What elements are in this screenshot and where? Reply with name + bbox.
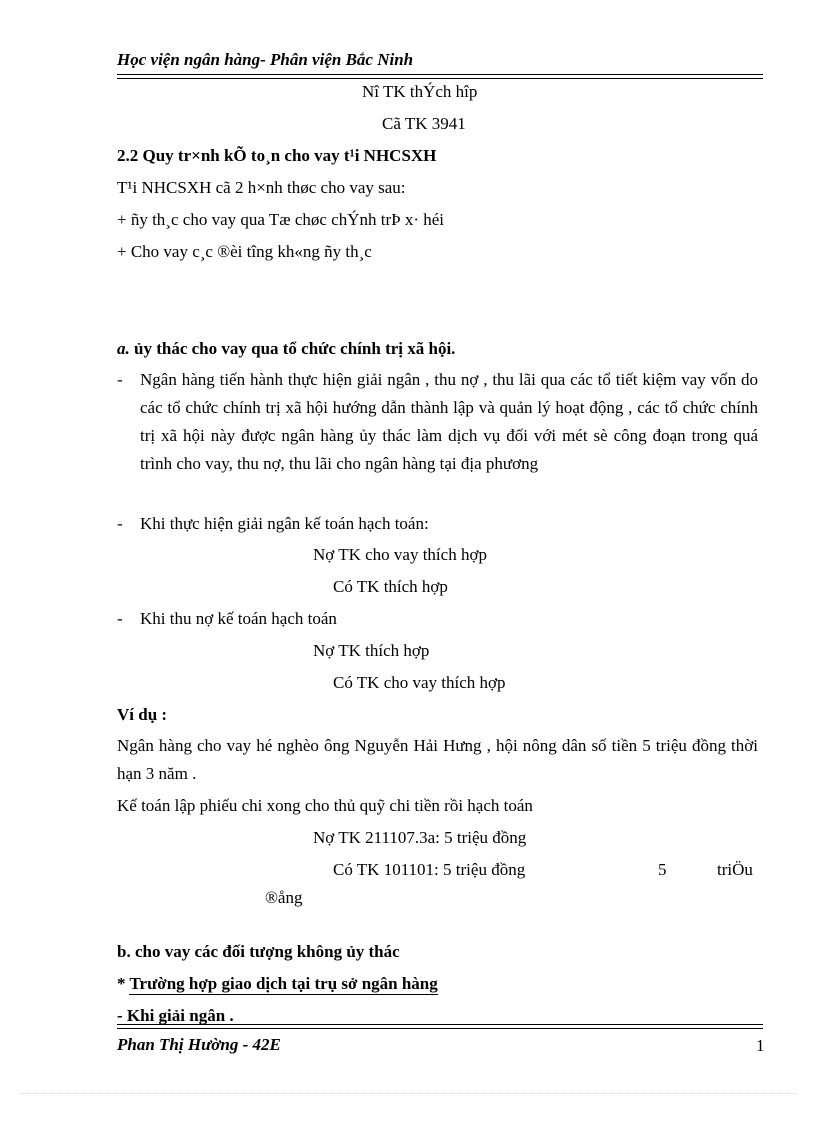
part-a-para-1: Ngân hàng tiến hành thực hiện giải ngân , thu nợ , thu lãi qua các tổ tiết kiệm vay vốn do các tổ chức chính trị xã hội hướng dẫn thành lập và quản lý hoạt động , các tổ chức chính trị xã hội này được ngân hàng ủy thác làm dịch vụ đối với mét sè công đoạn trong quá trình cho vay, thu nợ, thu lãi cho ngân hàng tại địa phương <box>140 370 758 473</box>
part-b-disbursement: - Khi giải ngân . <box>117 1006 234 1025</box>
section-intro: T¹i NHCSXH cã 2 h×nh thøc cho vay sau: <box>117 178 406 197</box>
part-a-prefix: a. <box>117 339 130 358</box>
part-b-case <box>117 974 438 994</box>
entry-2-co: Có TK cho vay thích hợp <box>333 673 506 692</box>
top-entry-co: Cã TK 3941 <box>382 114 466 133</box>
part-a-heading <box>117 339 455 359</box>
bullet-dash-3: - <box>117 609 123 628</box>
header-rule-top <box>117 74 763 75</box>
bullet-dash-1: - <box>117 370 123 389</box>
bullet-dash-2: - <box>117 514 123 533</box>
example-label: Ví dụ : <box>117 705 168 724</box>
page-bottom-divider <box>20 1093 796 1094</box>
example-text-1: Ngân hàng cho vay hé nghèo ông Nguyễn Hải Hưng , hội nông dân số tiền 5 triệu đồng thời hạn 3 năm . <box>117 736 758 783</box>
example-text-2: Kế toán lập phiếu chi xong cho thủ quỹ chi tiền rồi hạch toán <box>117 796 533 815</box>
part-b-heading: b. cho vay các đối tượng không ủy thác <box>117 942 400 961</box>
entry-2-no: Nợ TK thích hợp <box>313 641 430 660</box>
part-a-para-3: Khi thu nợ kế toán hạch toán <box>140 609 337 628</box>
top-entry-no: Nî TK thÝch hîp <box>362 82 478 101</box>
example-unit-part-2: ®ång <box>265 888 303 907</box>
example-amount: 5 <box>658 860 667 879</box>
entry-1-co: Có TK thích hợp <box>333 577 448 596</box>
part-b-case-star: * <box>117 974 130 993</box>
footer-author: Phan Thị Hường - 42E <box>117 1035 281 1054</box>
footer-rule-top <box>117 1024 763 1025</box>
footer-rule-bottom <box>117 1028 763 1029</box>
part-b-case-text: Trường hợp giao dịch tại trụ sở ngân hàng <box>129 974 438 993</box>
section-item-1: + ñy th¸c cho vay qua Tæ chøc chÝnh trÞ x· héi <box>117 210 445 229</box>
header-title: Học viện ngân hàng- Phân viện Bắc Ninh <box>117 50 414 69</box>
part-a-para-2: Khi thực hiện giải ngân kế toán hạch toán: <box>140 514 429 533</box>
example-entry-co: Có TK 101101: 5 triệu đồng <box>333 860 526 879</box>
footer-page-number: 1 <box>756 1036 765 1055</box>
entry-1-no: Nợ TK cho vay thích hợp <box>313 545 487 564</box>
header-rule-bottom <box>117 78 763 79</box>
example-entry-no: Nợ TK 211107.3a: 5 triệu đồng <box>313 828 527 847</box>
example-unit-part-1: triÖu <box>717 860 753 879</box>
section-heading: 2.2 Quy tr×nh kÕ to¸n cho vay t¹i NHCSXH <box>117 146 437 165</box>
section-item-2: + Cho vay c¸c ®èi tîng kh«ng ñy th¸c <box>117 242 372 261</box>
part-a-title: ủy thác cho vay qua tổ chức chính trị xã hội. <box>129 339 456 358</box>
